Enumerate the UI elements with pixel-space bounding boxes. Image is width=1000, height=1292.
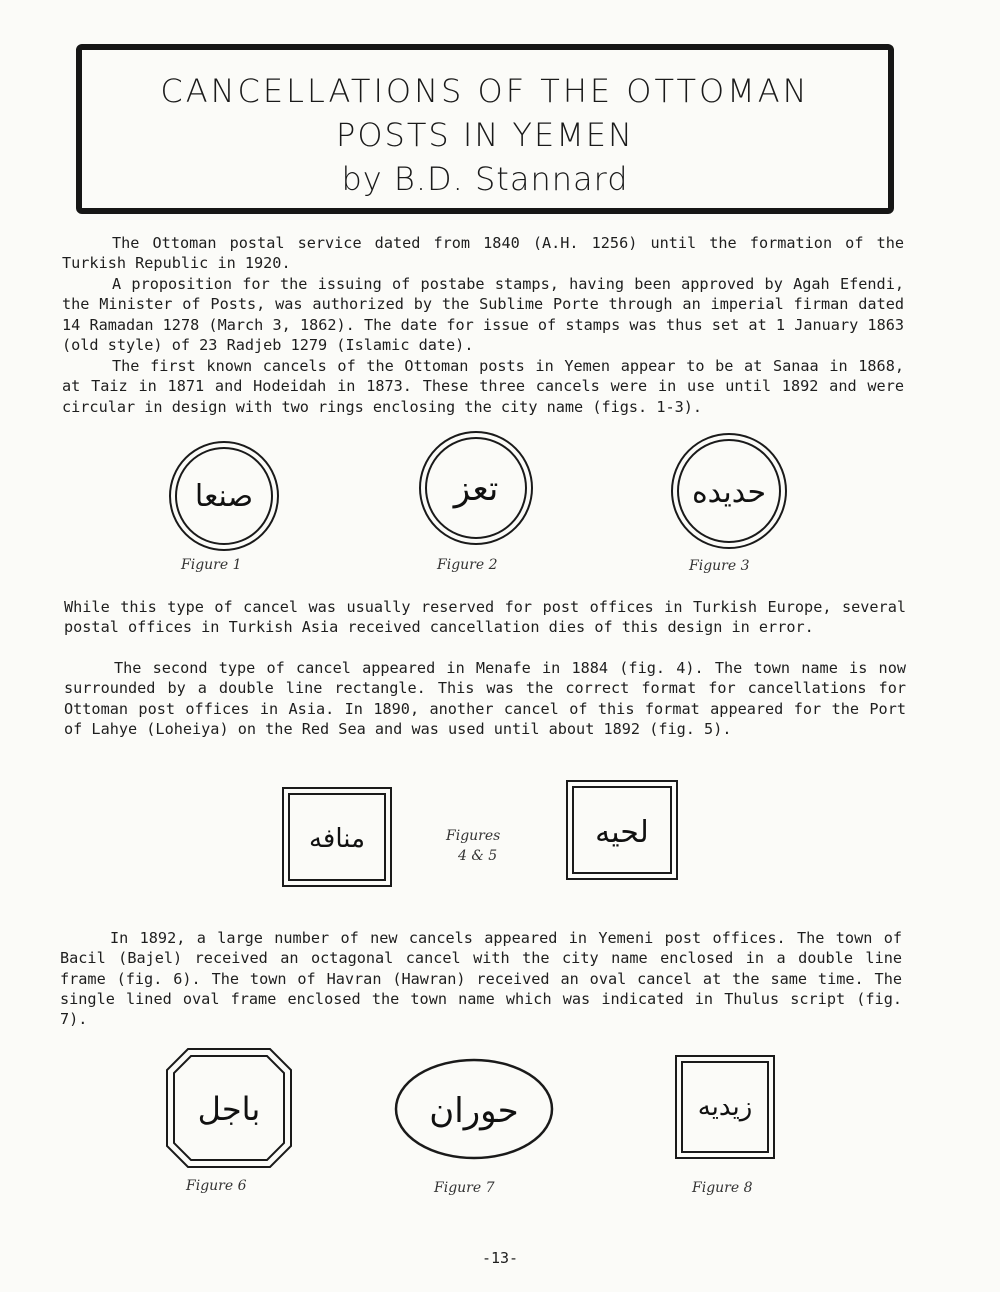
figure-7-cancel	[394, 1058, 554, 1160]
figure-2-arabic: تعز	[453, 469, 499, 509]
page-number: -13-	[481, 1249, 519, 1267]
figure-2-caption: Figure 2	[437, 557, 498, 573]
figure-1-cancel	[168, 440, 280, 552]
figure-4-cancel	[282, 787, 392, 887]
paragraph-6: In 1892, a large number of new cancels appeared in Yemeni post offices. The town of Bacil (Bajel) received an octagonal cancel with the city name enclosed in a double line frame (fig. 6). The town of Havran (Hawran) received an oval cancel at the same time. The single lined oval frame enclosed the town name which was indicated in Thulus script (fig. 7).	[60, 929, 902, 1029]
figure-7-arabic: حوران	[429, 1091, 519, 1131]
figure-5-cancel	[566, 780, 678, 880]
paragraph-4: While this type of cancel was usually reserved for post offices in Turkish Europe, several postal offices in Turkish Asia received cancellation dies of this design in error.	[64, 598, 906, 637]
figure-5-arabic: لحيه	[595, 815, 649, 850]
figure-8-arabic: زيديه	[697, 1092, 753, 1122]
paragraph-3: The first known cancels of the Ottoman posts in Yemen appear to be at Sanaa in 1868, at Taiz in 1871 and Hodeidah in 1873. These three cancels were in use until 1892 and were circular in design with two rings enclosing the city name (figs. 1-3).	[62, 357, 904, 416]
article-title-line-2: POSTS IN YEMEN	[336, 116, 634, 154]
figure-6-cancel	[166, 1048, 292, 1168]
figure-7-caption: Figure 7	[434, 1180, 495, 1196]
figure-2-cancel	[418, 430, 534, 546]
figure-3-cancel	[670, 432, 788, 550]
article-byline: by B.D. Stannard	[341, 160, 629, 198]
paragraph-2: A proposition for the issuing of postabe stamps, having been approved by Agah Efendi, the Minister of Posts, was authorized by the Sublime Porte through an imperial firman dated 14 Ramadan 1278 (March 3, 1862). The date for issue of stamps was thus set at 1 January 1863 (old style) of 23 Radjeb 1279 (Islamic date).	[62, 275, 904, 354]
figure-8-caption: Figure 8	[692, 1180, 753, 1196]
figure-4-arabic: منافه	[308, 824, 366, 854]
figure-1-caption: Figure 1	[181, 557, 242, 573]
figures-4-5-caption-line-2: 4 & 5	[458, 848, 498, 864]
article-title-line-1: CANCELLATIONS OF THE OTTOMAN	[160, 72, 810, 110]
title-box	[76, 44, 894, 214]
paragraph-5: The second type of cancel appeared in Menafe in 1884 (fig. 4). The town name is now surrounded by a double line rectangle. This was the correct format for cancellations for Ottoman post offices in Asia. In 1890, another cancel of this format appeared for the Port of Lahye (Loheiya) on the Red Sea and was used until about 1892 (fig. 5).	[64, 659, 906, 738]
figure-1-arabic: صنعا	[194, 479, 254, 514]
figure-3-arabic: حديده	[691, 475, 767, 510]
figure-6-caption: Figure 6	[186, 1178, 247, 1194]
paragraph-1: The Ottoman postal service dated from 1840 (A.H. 1256) until the formation of the Turkish Republic in 1920.	[62, 234, 904, 273]
figure-8-cancel	[675, 1055, 775, 1159]
figure-3-caption: Figure 3	[689, 558, 750, 574]
figures-4-5-caption-line-1: Figures	[446, 828, 501, 844]
figure-6-arabic: باجل	[197, 1090, 261, 1128]
